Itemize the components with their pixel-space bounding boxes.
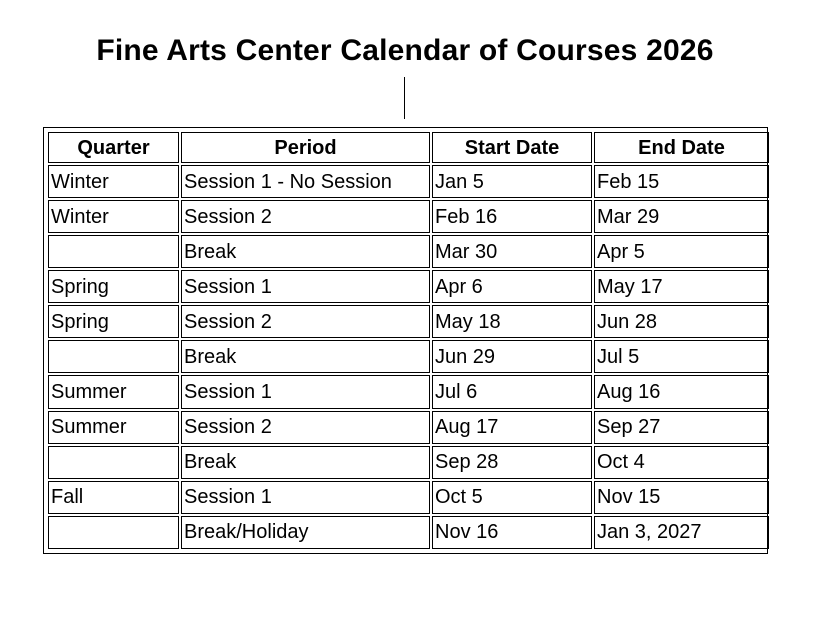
table-row [48, 516, 769, 549]
table-row [48, 411, 769, 444]
table-header-row [48, 132, 769, 163]
cell-end-date: Mar 29 [594, 200, 769, 233]
cell-period: Session 1 [181, 270, 430, 303]
cell-quarter: Spring [48, 270, 179, 303]
table-row [48, 235, 769, 268]
cell-end-date: Jun 28 [594, 305, 769, 338]
table-row [48, 270, 769, 303]
cell-start-date: Jul 6 [432, 375, 592, 408]
cell-end-date: Jul 5 [594, 340, 769, 373]
cell-period: Session 1 [181, 375, 430, 408]
cell-start-date: Aug 17 [432, 411, 592, 444]
cell-quarter: Summer [48, 411, 179, 444]
header-quarter: Quarter [48, 132, 179, 163]
cell-quarter: Spring [48, 305, 179, 338]
cell-start-date: Apr 6 [432, 270, 592, 303]
cell-quarter: Fall [48, 481, 179, 514]
table-row [48, 340, 769, 373]
cell-period: Session 1 [181, 481, 430, 514]
cell-start-date: May 18 [432, 305, 592, 338]
header-end-date: End Date [594, 132, 769, 163]
cell-start-date: Nov 16 [432, 516, 592, 549]
cell-quarter: Summer [48, 375, 179, 408]
cell-period: Break [181, 235, 430, 268]
cell-end-date: Sep 27 [594, 411, 769, 444]
cell-period: Session 2 [181, 411, 430, 444]
cell-period: Session 2 [181, 305, 430, 338]
cell-quarter [48, 446, 179, 479]
cell-quarter [48, 516, 179, 549]
cell-end-date: Nov 15 [594, 481, 769, 514]
cell-period: Break [181, 446, 430, 479]
cell-quarter: Winter [48, 200, 179, 233]
cell-start-date: Oct 5 [432, 481, 592, 514]
cell-quarter [48, 235, 179, 268]
header-start-date: Start Date [432, 132, 592, 163]
table-row [48, 305, 769, 338]
cell-period: Break/Holiday [181, 516, 430, 549]
cell-end-date: Jan 3, 2027 [594, 516, 769, 549]
table-row [48, 446, 769, 479]
cell-start-date: Jan 5 [432, 165, 592, 198]
cell-start-date: Sep 28 [432, 446, 592, 479]
calendar-table-frame [43, 127, 768, 554]
table-row [48, 200, 769, 233]
cell-end-date: Feb 15 [594, 165, 769, 198]
cell-end-date: Apr 5 [594, 235, 769, 268]
cell-end-date: Oct 4 [594, 446, 769, 479]
calendar-table [46, 130, 771, 551]
document-title: Fine Arts Center Calendar of Courses 2026 [96, 34, 714, 67]
cell-start-date: Mar 30 [432, 235, 592, 268]
cell-quarter [48, 340, 179, 373]
table-row [48, 165, 769, 198]
cell-start-date: Feb 16 [432, 200, 592, 233]
header-period: Period [181, 132, 430, 163]
cell-period: Session 1 - No Session [181, 165, 430, 198]
cell-period: Session 2 [181, 200, 430, 233]
cell-quarter: Winter [48, 165, 179, 198]
table-row [48, 375, 769, 408]
cell-start-date: Jun 29 [432, 340, 592, 373]
table-row [48, 481, 769, 514]
cell-end-date: May 17 [594, 270, 769, 303]
text-cursor [404, 77, 405, 119]
cell-end-date: Aug 16 [594, 375, 769, 408]
cell-period: Break [181, 340, 430, 373]
